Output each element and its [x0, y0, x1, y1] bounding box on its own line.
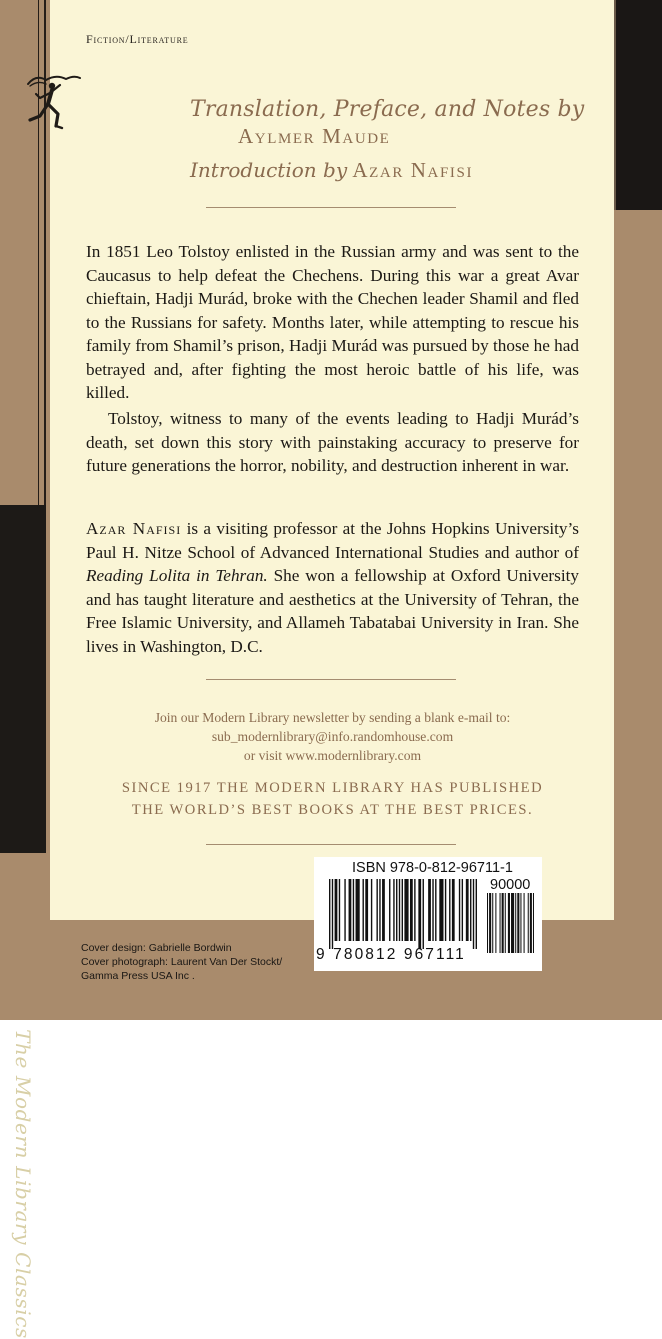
bio-book-title: Reading Lolita in Tehran. — [86, 566, 268, 585]
introduction-label: Introduction by — [190, 158, 348, 182]
price-code: 90000 — [490, 877, 531, 893]
author-bio — [86, 517, 579, 658]
barcode-addon-bars — [487, 893, 534, 961]
genre-label: Fiction/Literature — [86, 32, 189, 46]
introducer-name: Azar Nafisi — [352, 158, 474, 182]
newsletter-email: sub_modernlibrary@info.randomhouse.com — [211, 729, 454, 744]
right-band-edge — [614, 0, 616, 210]
divider-top — [206, 207, 456, 208]
barcode-bars — [329, 879, 477, 949]
newsletter-block — [86, 708, 579, 765]
bio-text-2: She won a fellowship at Oxford University and has taught literature and aesthetics at the University of Tehran, the Free Islamic University, and Allameh Tabatabai University in Iran. She lives in Washington, D.C. — [86, 566, 579, 656]
newsletter-website: or visit www.modernlibrary.com — [243, 748, 422, 763]
cover-design-credit: Cover design: Gabrielle Bordwin — [81, 942, 232, 954]
cover-credits — [81, 941, 282, 983]
introduction-credit — [190, 158, 473, 183]
slogan-line-1: SINCE 1917 THE MODERN LIBRARY HAS PUBLISHED — [121, 780, 544, 796]
bio-name: Azar Nafisi — [86, 519, 182, 538]
slogan-line-2: THE WORLD’S BEST BOOKS AT THE BEST PRICES. — [131, 802, 534, 818]
series-name: The Modern Library Classics — [11, 1029, 35, 1339]
divider-middle — [206, 679, 456, 680]
torchbearer-icon — [22, 70, 88, 136]
description-paragraph-1: In 1851 Leo Tolstoy enlisted in the Russian army and was sent to the Caucasus to help defeat the Chechens. During this war a great Avar chieftain, Hadji Murád, broke with the Chechen leader Shamil and fled to the Russians for safety. Months later, while attempting to rescue his family from Shamil’s prison, Hadji Murád was pursued by those he had betrayed and, after fighting the most heroic battle of his life, was killed. — [86, 242, 579, 402]
translation-credit: Translation, Preface, and Notes by — [190, 97, 585, 122]
divider-bottom — [206, 844, 456, 845]
isbn-number: ISBN 978-0-812-96711-1 — [352, 860, 513, 876]
spine-band — [0, 505, 46, 1339]
barcode-digits: 9 780812 967111 — [316, 946, 466, 963]
cover-photo-agency: Gamma Press USA Inc . — [81, 970, 195, 982]
cover-photo-credit: Cover photograph: Laurent Van Der Stockt/ — [81, 956, 283, 968]
translator-name: Aylmer Maude — [238, 124, 391, 148]
right-band — [614, 0, 662, 210]
publisher-slogan — [86, 777, 579, 821]
description-paragraph-2: Tolstoy, witness to many of the events leading to Hadji Murád’s death, set down this story with painstaking accuracy to preserve for future generations the horror, nobility, and destruction inherent in war. — [86, 409, 579, 475]
newsletter-line-1: Join our Modern Library newsletter by sending a blank e-mail to: — [154, 710, 511, 725]
bio-text-1: is a visiting professor at the Johns Hopkins University’s Paul H. Nitze School of Advanced International Studies and author of — [86, 519, 579, 562]
